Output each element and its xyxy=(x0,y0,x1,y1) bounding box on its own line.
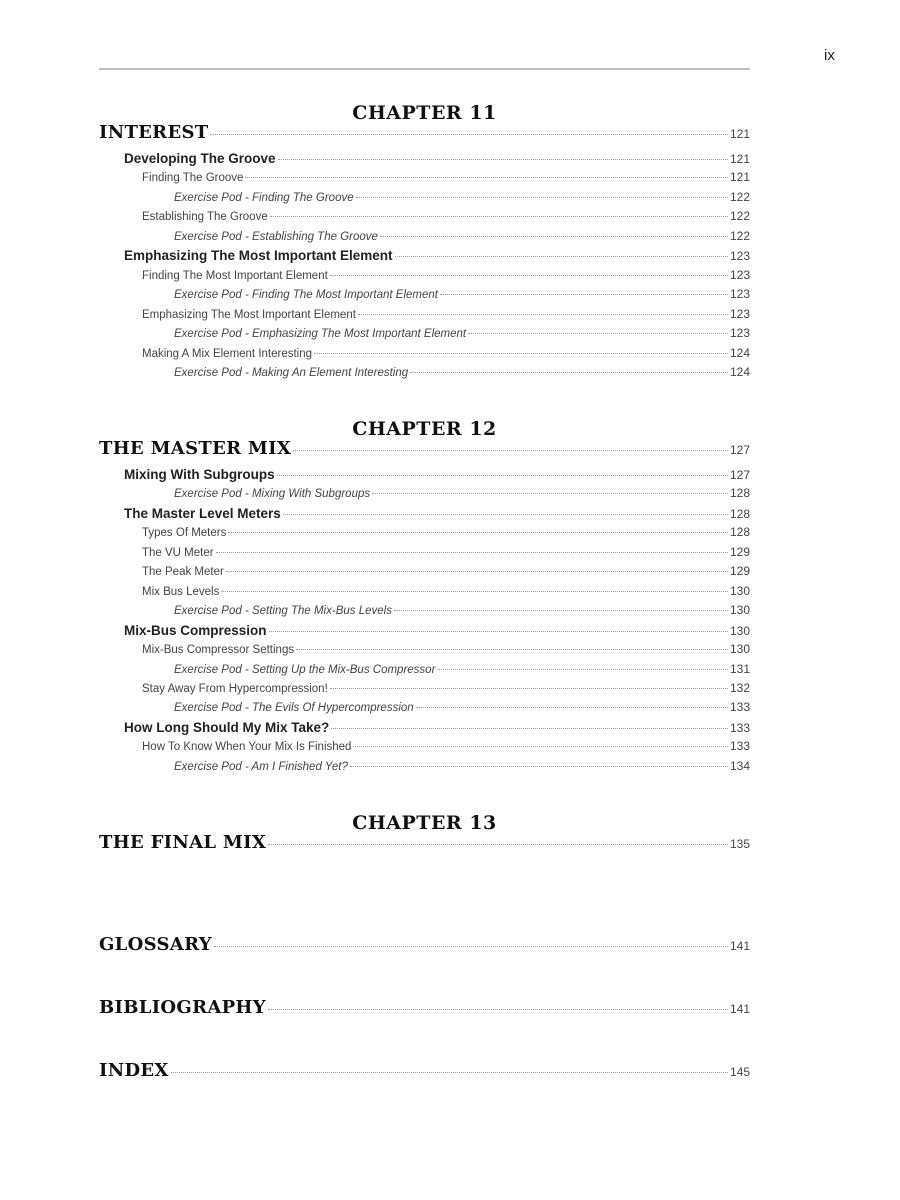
section-entry[interactable] xyxy=(124,467,750,485)
subsection-entry-title: Emphasizing The Most Important Element xyxy=(142,309,356,321)
dot-leader xyxy=(269,631,728,632)
exercise-pod-entry-page: 130 xyxy=(729,603,750,617)
subsection-entry-page: 121 xyxy=(729,170,750,184)
dot-leader xyxy=(358,314,728,315)
subsection-entry-page: 128 xyxy=(729,525,750,539)
chapter-title-entry-title: THE MASTER MIX xyxy=(99,438,292,459)
dot-leader xyxy=(356,197,728,198)
back-matter-entry[interactable] xyxy=(99,934,750,956)
section-entry-page: 123 xyxy=(729,249,750,263)
subsection-entry[interactable] xyxy=(142,739,750,755)
subsection-entry-page: 130 xyxy=(729,642,750,656)
chapter-title-entry[interactable] xyxy=(99,832,750,854)
dot-leader xyxy=(245,177,728,178)
exercise-pod-entry[interactable] xyxy=(174,287,750,303)
dot-leader xyxy=(228,532,728,533)
dot-leader xyxy=(283,514,728,515)
chapter-title-entry[interactable] xyxy=(99,438,750,460)
exercise-pod-entry-page: 128 xyxy=(729,486,750,500)
back-matter-entry-title: INDEX xyxy=(99,1060,169,1081)
exercise-pod-entry-title: Exercise Pod - Establishing The Groove xyxy=(174,231,378,243)
dot-leader xyxy=(314,353,728,354)
back-matter-entry[interactable] xyxy=(99,997,750,1019)
dot-leader xyxy=(277,475,728,476)
section-entry-title: The Master Level Meters xyxy=(124,506,281,521)
section-entry-page: 133 xyxy=(729,721,750,735)
exercise-pod-entry[interactable] xyxy=(174,603,750,619)
dot-leader xyxy=(350,766,728,767)
exercise-pod-entry-page: 122 xyxy=(729,190,750,204)
dot-leader xyxy=(372,493,728,494)
section-entry-title: Mix-Bus Compression xyxy=(124,623,267,638)
exercise-pod-entry-page: 131 xyxy=(729,662,750,676)
dot-leader xyxy=(331,728,728,729)
subsection-entry[interactable] xyxy=(142,209,750,225)
dot-leader xyxy=(293,450,728,451)
subsection-entry-page: 123 xyxy=(729,268,750,282)
exercise-pod-entry-title: Exercise Pod - Am I Finished Yet? xyxy=(174,761,348,773)
dot-leader xyxy=(440,294,728,295)
table-of-contents xyxy=(99,0,750,1200)
subsection-entry-page: 123 xyxy=(729,307,750,321)
dot-leader xyxy=(216,552,728,553)
dot-leader xyxy=(226,571,728,572)
exercise-pod-entry-page: 134 xyxy=(729,759,750,773)
subsection-entry[interactable] xyxy=(142,525,750,541)
subsection-entry[interactable] xyxy=(142,681,750,697)
dot-leader xyxy=(210,134,728,135)
subsection-entry-title: Types Of Meters xyxy=(142,527,227,539)
subsection-entry-title: How To Know When Your Mix Is Finished xyxy=(142,741,352,753)
back-matter-entry-page: 141 xyxy=(729,1002,750,1016)
subsection-entry-page: 129 xyxy=(729,564,750,578)
dot-leader xyxy=(278,159,728,160)
dot-leader xyxy=(221,591,728,592)
dot-leader xyxy=(268,1009,728,1010)
exercise-pod-entry[interactable] xyxy=(174,486,750,502)
dot-leader xyxy=(468,333,728,334)
page-number: ix xyxy=(824,47,835,64)
dot-leader xyxy=(330,688,728,689)
subsection-entry-page: 122 xyxy=(729,209,750,223)
subsection-entry[interactable] xyxy=(142,584,750,600)
exercise-pod-entry-title: Exercise Pod - Mixing With Subgroups xyxy=(174,488,371,500)
dot-leader xyxy=(416,707,728,708)
section-entry-title: Mixing With Subgroups xyxy=(124,467,275,482)
dot-leader xyxy=(410,372,728,373)
subsection-entry[interactable] xyxy=(142,346,750,362)
section-entry[interactable] xyxy=(124,720,750,738)
exercise-pod-entry[interactable] xyxy=(174,662,750,678)
exercise-pod-entry[interactable] xyxy=(174,229,750,245)
chapter-title-entry-title: THE FINAL MIX xyxy=(99,832,267,853)
subsection-entry-title: Finding The Most Important Element xyxy=(142,270,328,282)
section-entry-page: 121 xyxy=(729,152,750,166)
chapter-title-entry[interactable] xyxy=(99,122,750,144)
chapter-title-entry-page: 127 xyxy=(729,443,750,457)
chapter-title-entry-page: 135 xyxy=(729,837,750,851)
back-matter-entry-page: 141 xyxy=(729,939,750,953)
back-matter-entry-title: GLOSSARY xyxy=(99,934,212,955)
exercise-pod-entry-page: 123 xyxy=(729,287,750,301)
section-entry-title: Developing The Groove xyxy=(124,151,276,166)
back-matter-entry-title: BIBLIOGRAPHY xyxy=(99,997,266,1018)
exercise-pod-entry[interactable] xyxy=(174,759,750,775)
section-entry[interactable] xyxy=(124,151,750,169)
subsection-entry-title: Establishing The Groove xyxy=(142,211,268,223)
subsection-entry-title: Mix-Bus Compressor Settings xyxy=(142,644,295,656)
exercise-pod-entry-title: Exercise Pod - Finding The Groove xyxy=(174,192,354,204)
exercise-pod-entry-page: 124 xyxy=(729,365,750,379)
subsection-entry-page: 130 xyxy=(729,584,750,598)
exercise-pod-entry-title: Exercise Pod - Finding The Most Important Element xyxy=(174,289,438,301)
subsection-entry-page: 132 xyxy=(729,681,750,695)
dot-leader xyxy=(330,275,728,276)
chapter-title-entry-page: 121 xyxy=(729,127,750,141)
exercise-pod-entry[interactable] xyxy=(174,365,750,381)
subsection-entry[interactable] xyxy=(142,545,750,561)
subsection-entry-title: Stay Away From Hypercompression! xyxy=(142,683,328,695)
exercise-pod-entry-title: Exercise Pod - Emphasizing The Most Important Element xyxy=(174,328,467,340)
section-entry-title: Emphasizing The Most Important Element xyxy=(124,248,393,263)
chapter-heading: CHAPTER 13 xyxy=(352,812,497,834)
section-entry-page: 127 xyxy=(729,468,750,482)
section-entry-page: 128 xyxy=(729,507,750,521)
exercise-pod-entry[interactable] xyxy=(174,190,750,206)
subsection-entry-title: Mix Bus Levels xyxy=(142,586,220,598)
dot-leader xyxy=(394,610,728,611)
subsection-entry[interactable] xyxy=(142,268,750,284)
dot-leader xyxy=(380,236,728,237)
subsection-entry[interactable] xyxy=(142,564,750,580)
back-matter-entry[interactable] xyxy=(99,1060,750,1082)
back-matter-entry-page: 145 xyxy=(729,1065,750,1079)
subsection-entry-title: Finding The Groove xyxy=(142,172,244,184)
section-entry-title: How Long Should My Mix Take? xyxy=(124,720,330,735)
subsection-entry-title: The Peak Meter xyxy=(142,566,224,578)
subsection-entry-title: Making A Mix Element Interesting xyxy=(142,348,313,360)
subsection-entry-page: 129 xyxy=(729,545,750,559)
exercise-pod-entry-page: 122 xyxy=(729,229,750,243)
dot-leader xyxy=(353,746,728,747)
subsection-entry-page: 133 xyxy=(729,739,750,753)
section-entry[interactable] xyxy=(124,506,750,524)
subsection-entry[interactable] xyxy=(142,642,750,658)
exercise-pod-entry-title: Exercise Pod - Setting The Mix-Bus Levels xyxy=(174,605,392,617)
exercise-pod-entry-title: Exercise Pod - Setting Up the Mix-Bus Compressor xyxy=(174,664,436,676)
exercise-pod-entry-title: Exercise Pod - Making An Element Interesting xyxy=(174,367,409,379)
exercise-pod-entry-page: 133 xyxy=(729,700,750,714)
subsection-entry-title: The VU Meter xyxy=(142,547,214,559)
dot-leader xyxy=(171,1072,728,1073)
dot-leader xyxy=(214,946,728,947)
chapter-title-entry-title: INTEREST xyxy=(99,122,209,143)
dot-leader xyxy=(270,216,728,217)
subsection-entry[interactable] xyxy=(142,307,750,323)
section-entry[interactable] xyxy=(124,623,750,641)
section-entry[interactable] xyxy=(124,248,750,266)
section-entry-page: 130 xyxy=(729,624,750,638)
dot-leader xyxy=(268,844,728,845)
exercise-pod-entry-title: Exercise Pod - The Evils Of Hypercompression xyxy=(174,702,414,714)
dot-leader xyxy=(296,649,728,650)
exercise-pod-entry[interactable] xyxy=(174,326,750,342)
subsection-entry-page: 124 xyxy=(729,346,750,360)
dot-leader xyxy=(395,256,728,257)
chapter-heading: CHAPTER 12 xyxy=(352,418,497,440)
exercise-pod-entry-page: 123 xyxy=(729,326,750,340)
subsection-entry[interactable] xyxy=(142,170,750,186)
exercise-pod-entry[interactable] xyxy=(174,700,750,716)
dot-leader xyxy=(437,669,728,670)
chapter-heading: CHAPTER 11 xyxy=(352,102,497,124)
